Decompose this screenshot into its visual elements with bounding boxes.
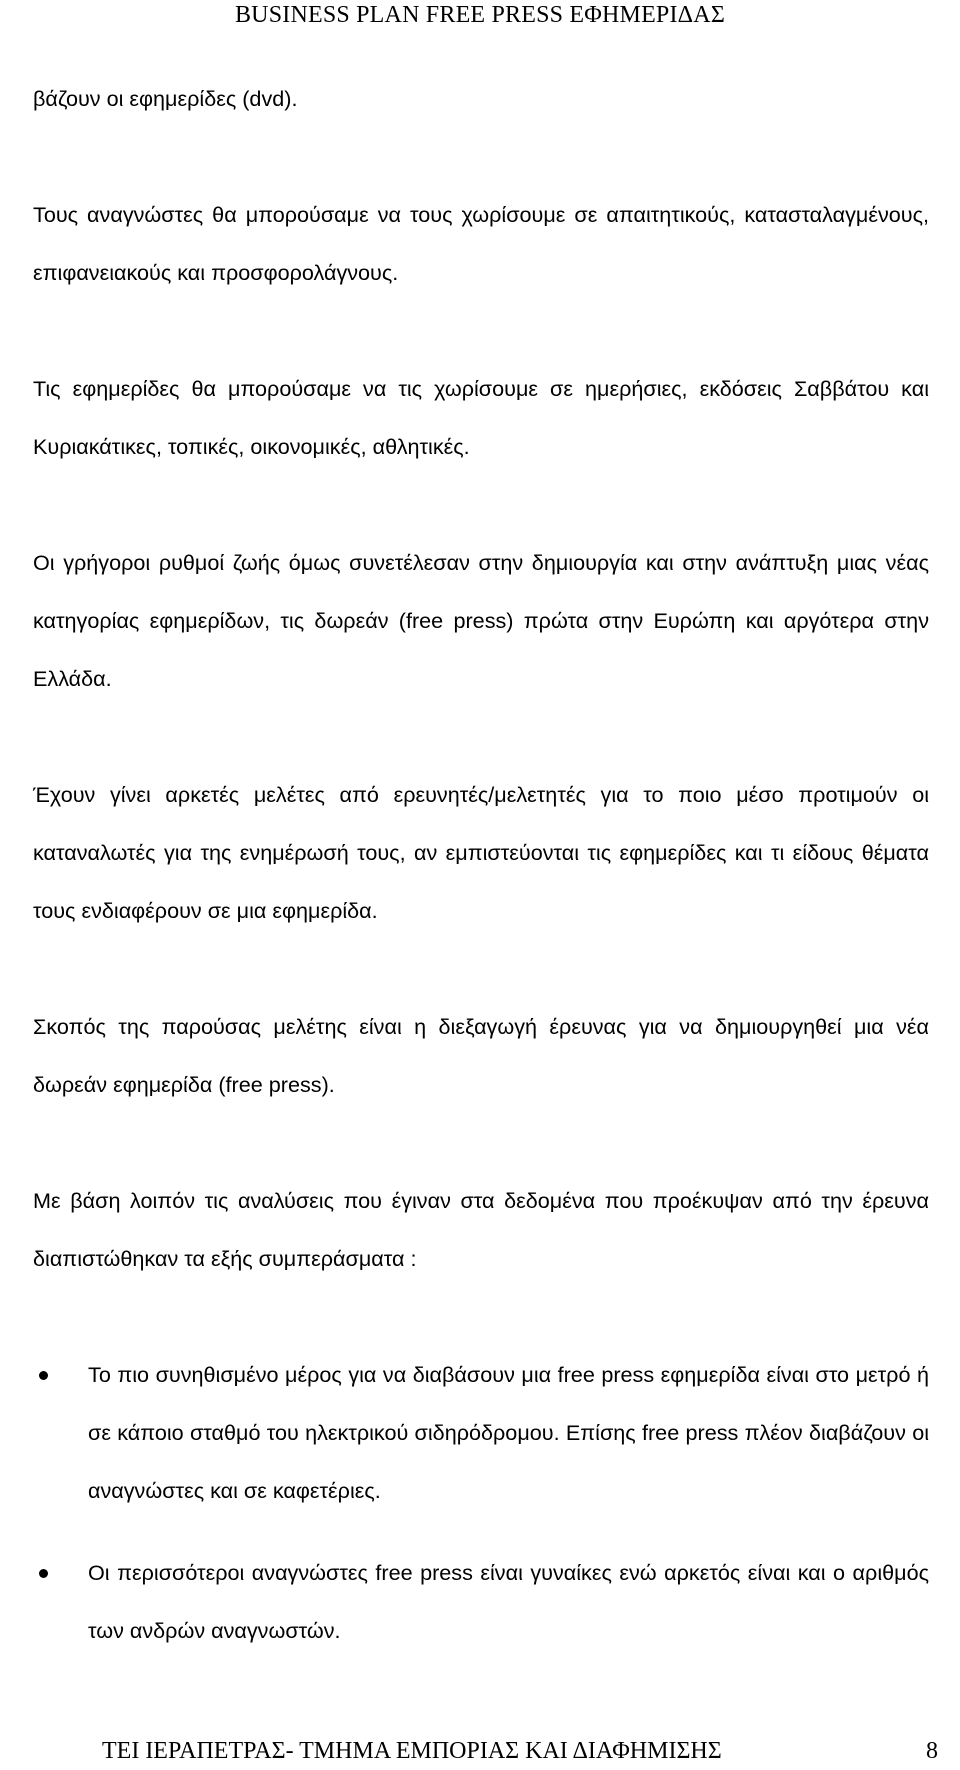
list-item [33, 1346, 929, 1520]
list-item-text: Το πιο συνηθισμένο μέρος για να διαβάσουν μια free press εφημερίδα είναι στο μετρό ή σε κάποιο σταθμό του ηλεκτρικού σιδηρόδρομου. Επίσης free press πλέον διαβάζουν οι αναγνώστες και σε καφετέριες. [88, 1362, 929, 1503]
bullet-icon [39, 1371, 48, 1380]
document-body [33, 70, 929, 1684]
footer-text: ΤΕΙ ΙΕΡΑΠΕΤΡΑΣ- ΤΜΗΜΑ ΕΜΠΟΡΙΑΣ ΚΑΙ ΔΙΑΦΗΜΙΣΗΣ [102, 1738, 722, 1764]
page-header [0, 0, 960, 30]
paragraph: Τις εφημερίδες θα μπορούσαμε να τις χωρίσουμε σε ημερήσιες, εκδόσεις Σαββάτου και Κυριακάτικες, τοπικές, οικονομικές, αθλητικές. [33, 376, 929, 459]
page-number: 8 [926, 1738, 938, 1764]
list-item-text: Οι περισσότεροι αναγνώστες free press είναι γυναίκες ενώ αρκετός είναι και ο αριθμός των ανδρών αναγνωστών. [88, 1560, 929, 1643]
paragraph: Οι γρήγοροι ρυθμοί ζωής όμως συνετέλεσαν στην δημιουργία και στην ανάπτυξη μιας νέας κατηγορίας εφημερίδων, τις δωρεάν (free press) πρώτα στην Ευρώπη και αργότερα στην Ελλάδα. [33, 550, 929, 691]
header-title: BUSINESS PLAN FREE PRESS ΕΦΗΜΕΡΙΔΑΣ [234, 2, 726, 28]
paragraph: Έχουν γίνει αρκετές μελέτες από ερευνητές/μελετητές για το ποιο μέσο προτιμούν οι καταναλωτές για της ενημέρωσή τους, αν εμπιστεύονται τις εφημερίδες και τι είδους θέματα τους ενδιαφέρουν σε μια εφημερίδα. [33, 782, 929, 923]
paragraph: Με βάση λοιπόν τις αναλύσεις που έγιναν στα δεδομένα που προέκυψαν από την έρευνα διαπιστώθηκαν τα εξής συμπεράσματα : [33, 1188, 929, 1271]
paragraph: Σκοπός της παρούσας μελέτης είναι η διεξαγωγή έρευνας για να δημιουργηθεί μια νέα δωρεάν εφημερίδα (free press). [33, 1014, 929, 1097]
paragraph: βάζουν οι εφημερίδες (dvd). [33, 86, 298, 111]
list-item [33, 1544, 929, 1660]
bullet-icon [39, 1569, 48, 1578]
paragraph: Τους αναγνώστες θα μπορούσαμε να τους χωρίσουμε σε απαιτητικούς, κατασταλαγμένους, επιφανειακούς και προσφορολάγνους. [33, 202, 929, 285]
conclusions-list [33, 1346, 929, 1660]
